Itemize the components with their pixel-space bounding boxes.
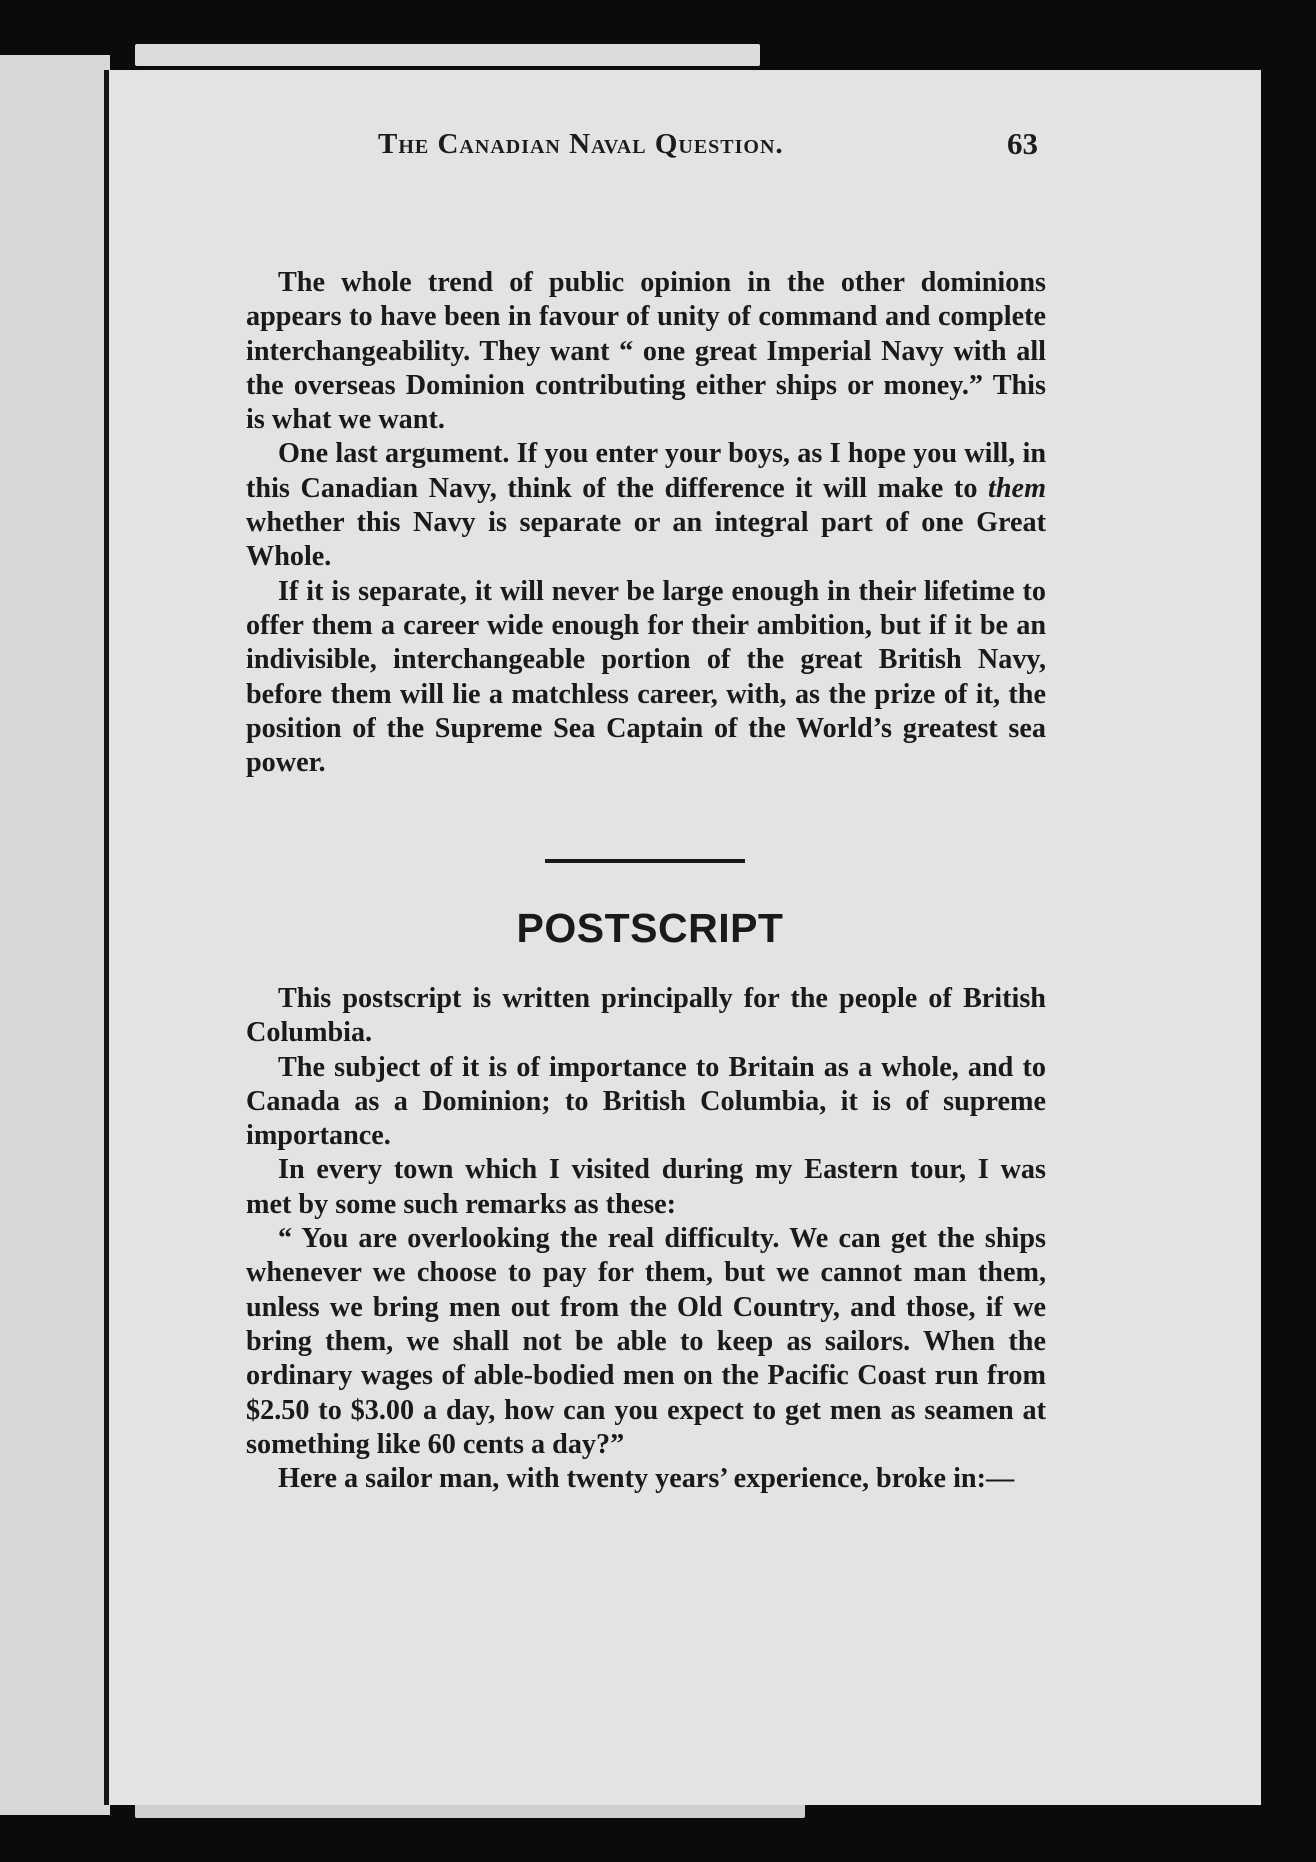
paragraph [246, 437, 1046, 574]
paragraph: Here a sailor man, with twenty years’ experience, broke in:— [278, 1463, 1015, 1495]
paragraph-text: One last argument. If you enter your boys, as I hope you will, in this Canadian Navy, think of the difference it will make to [246, 438, 1046, 504]
postscript-body [246, 982, 1046, 1496]
paragraph-text: whether this Navy is separate or an integral part of one Great Whole. [246, 507, 1046, 573]
postscript-heading: POSTSCRIPT [516, 905, 784, 951]
paragraph: This postscript is written principally for the people of British Columbia. [246, 983, 1046, 1049]
page-edge-top [135, 44, 760, 66]
emphasis: them [988, 472, 1046, 504]
adjacent-page-edge [0, 55, 110, 1815]
section-divider [545, 859, 745, 863]
running-title: The Canadian Naval Question. [378, 128, 784, 160]
paragraph: If it is separate, it will never be large enough in their lifetime to offer them a career wide enough for their ambition, but if it be an indivisible, interchangeable portion of the great British Navy, before them will lie a matchless career, with, as the prize of it, the position of the Supreme Sea Captain of the World’s greatest sea power. [246, 575, 1046, 779]
running-header [378, 120, 1038, 170]
page-number: 63 [1007, 126, 1038, 161]
section-body [246, 266, 1046, 780]
paragraph: The subject of it is of importance to Britain as a whole, and to Canada as a Dominion; to British Columbia, it is of supreme importance. [246, 1051, 1046, 1152]
paragraph: “ You are overlooking the real difficulty. We can get the ships whenever we choose to pay for them, but we cannot man them, unless we bring men out from the Old Country, and those, if we bring them, we shall not be able to keep as sailors. When the ordinary wages of able-bodied men on the Pacific Coast run from $2.50 to $3.00 a day, how can you expect to get men as seamen at something like 60 cents a day?” [246, 1223, 1046, 1460]
paragraph: The whole trend of public opinion in the other dominions appears to have been in favour of unity of command and complete interchangeability. They want “ one great Imperial Navy with all the overseas Dominion contributing either ships or money.” This is what we want. [246, 267, 1046, 436]
paragraph: In every town which I visited during my Eastern tour, I was met by some such remarks as these: [246, 1154, 1046, 1220]
